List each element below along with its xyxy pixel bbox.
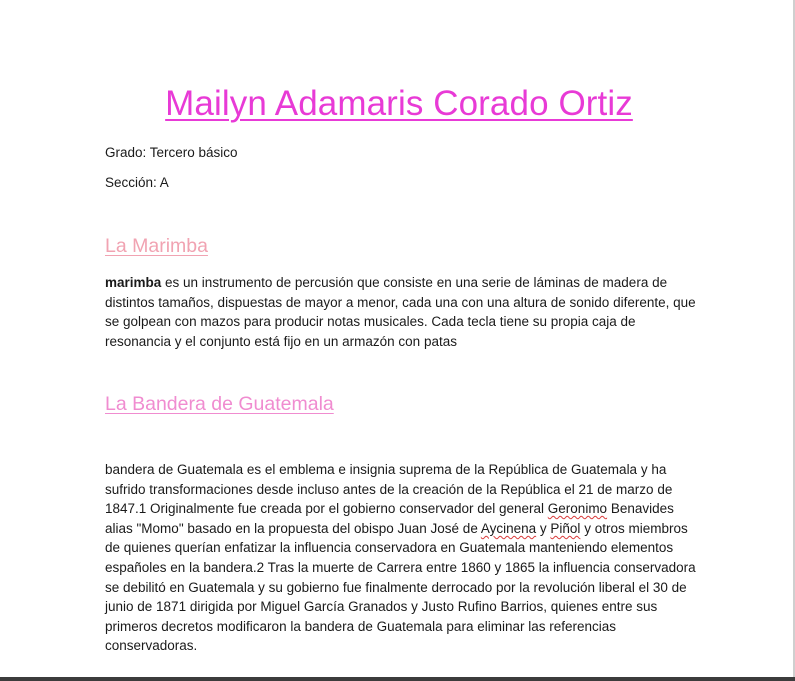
paragraph-marimba-text: es un instrumento de percusión que consiste en una serie de láminas de madera de distintos tamaños, dispuestas de mayor a menor, cada una con una altura de sonido diferente, que se golpean con mazos para producir notas musicales. Cada tecla tiene su propia caja de resonancia y el conjunto está fijo en un armazón con patas (105, 275, 696, 349)
paragraph-bandera-text-a: bandera de Guatemala es el emblema e insignia suprema de la República de Guatemala y ha sufrido transformaciones desde incluso antes de la creación de la República el 21 de marzo de 1847.1 Originalmente fue creada por el gobierno conservador del general (105, 462, 673, 517)
spellcheck-word-aycinena[interactable]: Aycinena (480, 520, 537, 536)
heading-bandera: La Bandera de Guatemala (105, 393, 334, 415)
paragraph-marimba-bold-term: marimba (105, 275, 162, 290)
paragraph-marimba (105, 273, 701, 351)
grade-line: Grado: Tercero básico (105, 145, 238, 160)
section-line: Sección: A (105, 175, 169, 190)
window-bottom-border (0, 677, 795, 681)
paragraph-bandera-text-c: y (536, 520, 551, 536)
spellcheck-word-pinol[interactable]: Piñol (550, 520, 581, 536)
heading-la-marimba: La Marimba (105, 235, 208, 257)
paragraph-bandera-text-d: y otros miembros de quienes querían enfatizar la influencia conservadora en Guatemala manteniendo elementos españoles en la bandera.2 Tras la muerte de Carrera entre 1860 y 1865 la influencia conservadora se debilitó en Guatemala y su gobierno fue finalmente derrocado por la revolución liberal el 30 de junio de 1871 dirigida por Miguel García Granados y Justo Rufino Barrios, quienes entre sus primeros decretos modificaron la bandera de Guatemala para eliminar las referencias conservadoras. (105, 520, 696, 654)
spellcheck-word-geronimo[interactable]: Geronimo (547, 501, 608, 517)
document-title: Mailyn Adamaris Corado Ortiz (165, 84, 633, 123)
paragraph-bandera (105, 460, 701, 656)
paragraph-bandera-text-b: Benavides alias "Momo" basado en la propuesta del obispo Juan José de (105, 501, 674, 536)
